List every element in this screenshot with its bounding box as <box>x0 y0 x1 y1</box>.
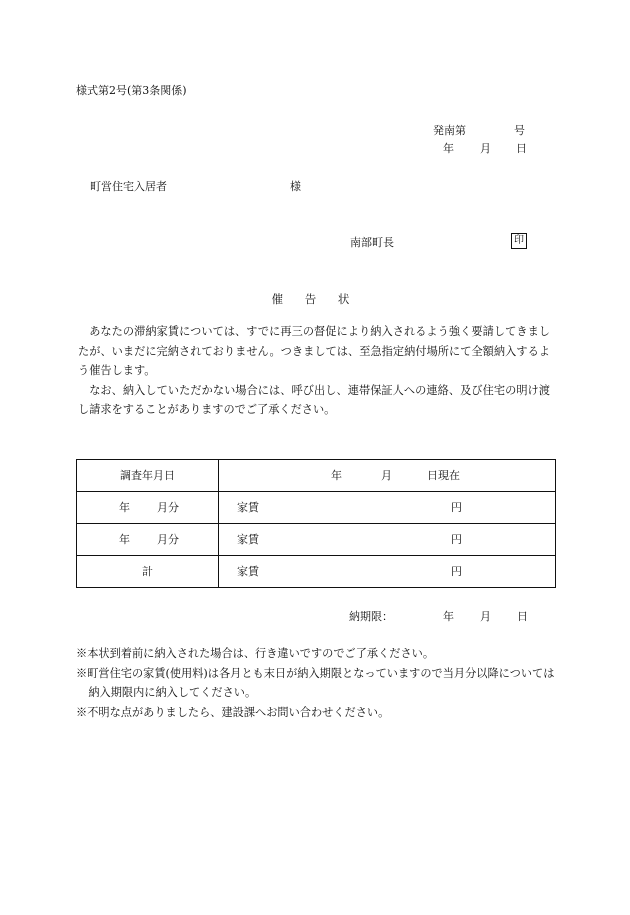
survey-date-value <box>219 460 556 492</box>
table-row <box>77 524 556 556</box>
body-paragraph-2: なお、納入していただかない場合には、呼び出し、連帯保証人への連絡、及び住宅の明け渡し請求をすることがありますのでご了承ください。 <box>78 383 550 416</box>
rent-amount <box>219 492 556 524</box>
arrears-table <box>76 459 556 588</box>
deadline-month: 月 <box>480 610 491 623</box>
period-month: 月分 <box>157 501 179 514</box>
issue-date-day: 日 <box>516 142 527 155</box>
total-item: 家賃 <box>237 565 259 578</box>
issue-date-year: 年 <box>443 142 454 155</box>
body-text <box>78 322 550 420</box>
period-year: 年 <box>119 533 130 546</box>
table-row-survey-date <box>77 460 556 492</box>
rent-amount <box>219 524 556 556</box>
form-number: 様式第2号(第3条関係) <box>76 84 187 97</box>
survey-day: 日現在 <box>427 469 460 482</box>
note-item: ※本状到着前に納入された場合は、行き違いですのでご了承ください。 <box>76 647 435 660</box>
deadline-label: 納期限： <box>349 610 393 623</box>
period-month: 月分 <box>157 533 179 546</box>
note-item: ※町営住宅の家賃(使用料)は各月とも末日が納入期限となっていますので当月分以降については納入期限内に納入してください。 <box>76 666 555 699</box>
document-title: 催 告 状 <box>271 292 359 306</box>
note-item: ※不明な点がありましたら、建設課へお問い合わせください。 <box>76 705 390 719</box>
issue-number-suffix: 号 <box>514 124 525 137</box>
notes-list <box>76 644 556 722</box>
sender-title: 南部町長 <box>350 236 394 249</box>
seal-stamp: 印 <box>511 233 527 249</box>
yen-unit: 円 <box>451 533 462 546</box>
deadline-day: 日 <box>517 610 528 623</box>
addressee-name: 町営住宅入居者 <box>90 180 167 193</box>
table-row-total <box>77 556 556 588</box>
period-label <box>77 492 219 524</box>
deadline-year: 年 <box>443 610 454 623</box>
period-label <box>77 524 219 556</box>
survey-date-label: 調査年月日 <box>77 460 219 492</box>
total-amount <box>219 556 556 588</box>
body-paragraph-1: あなたの滞納家賃については、すでに再三の督促により納入されるよう強く要請してきましたが、いまだに完納されておりません。つきましては、至急指定納付場所にて全額納入するよう催告します。 <box>78 325 550 377</box>
yen-unit: 円 <box>451 501 462 514</box>
rent-item: 家賃 <box>237 533 259 546</box>
rent-item: 家賃 <box>237 501 259 514</box>
table-row <box>77 492 556 524</box>
survey-year: 年 <box>331 469 342 482</box>
addressee-honorific: 様 <box>290 180 301 193</box>
issue-number-prefix: 発南第 <box>433 124 466 137</box>
total-label: 計 <box>77 556 219 588</box>
yen-unit: 円 <box>451 565 462 578</box>
issue-date-month: 月 <box>480 142 491 155</box>
period-year: 年 <box>119 501 130 514</box>
survey-month: 月 <box>381 469 392 482</box>
